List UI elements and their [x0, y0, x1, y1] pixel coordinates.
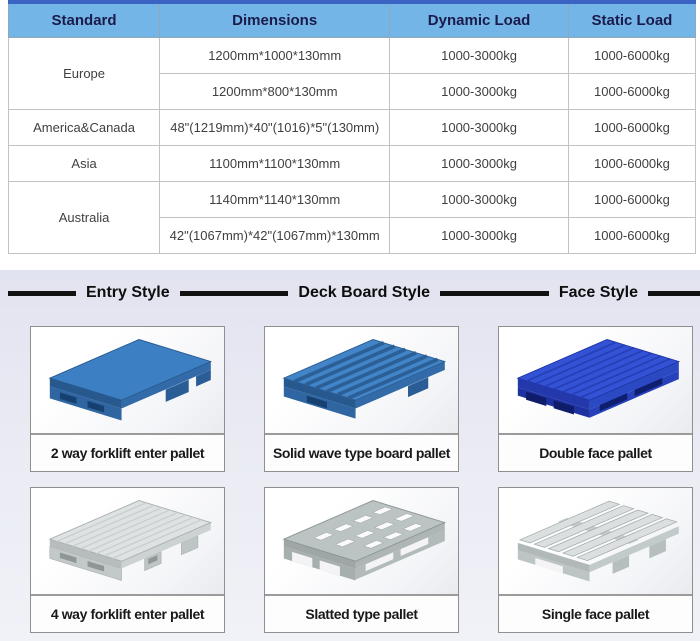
- pallet-single-face-metal-icon: [504, 495, 688, 587]
- cell-static-load: 1000-6000kg: [568, 146, 695, 182]
- col-header-static-load: Static Load: [568, 2, 695, 38]
- cell-dimensions: 42"(1067mm)*42"(1067mm)*130mm: [160, 218, 390, 254]
- col-header-standard: Standard: [9, 2, 160, 38]
- col-header-dynamic-load: Dynamic Load: [390, 2, 569, 38]
- divider-bar: [440, 291, 549, 296]
- cell-dynamic-load: 1000-3000kg: [390, 38, 569, 74]
- section-label-deck-board-style: Deck Board Style: [298, 284, 431, 301]
- cell-static-load: 1000-6000kg: [568, 182, 695, 218]
- pallet-slatted-metal-icon: [270, 495, 454, 587]
- table-row: [9, 110, 696, 146]
- cell-dynamic-load: 1000-3000kg: [390, 146, 569, 182]
- pallet-photo: [265, 327, 458, 435]
- gallery-cell-2way: [30, 326, 225, 472]
- pallet-double-face-blue-icon: [504, 334, 688, 426]
- section-label-face-style: Face Style: [558, 284, 639, 301]
- pallet-photo: [265, 488, 458, 596]
- cell-standard-asia: Asia: [9, 146, 160, 182]
- pallet-photo: [31, 488, 224, 596]
- cell-static-load: 1000-6000kg: [568, 38, 695, 74]
- gallery-cell-slatted: [264, 487, 459, 633]
- pallet-caption: Single face pallet: [499, 596, 692, 632]
- cell-dynamic-load: 1000-3000kg: [390, 182, 569, 218]
- pallet-caption: 4 way forklift enter pallet: [31, 596, 224, 632]
- pallet-caption: Slatted type pallet: [265, 596, 458, 632]
- pallet-2way-blue-icon: [36, 334, 220, 426]
- gallery-cell-4way: [30, 487, 225, 633]
- pallet-photo: [499, 488, 692, 596]
- table-row: [9, 38, 696, 74]
- divider-bar: [8, 291, 76, 296]
- table-row: [9, 146, 696, 182]
- gallery-cell-single-face: [498, 487, 693, 633]
- pallet-gallery: [0, 326, 700, 633]
- pallet-4way-metal-icon: [36, 495, 220, 587]
- pallet-caption: Solid wave type board pallet: [265, 435, 458, 471]
- cell-dimensions: 1200mm*1000*130mm: [160, 38, 390, 74]
- gallery-cell-wave-board: [264, 326, 459, 472]
- pallet-caption: Double face pallet: [499, 435, 692, 471]
- cell-dynamic-load: 1000-3000kg: [390, 74, 569, 110]
- cell-standard-europe: Europe: [9, 38, 160, 110]
- spec-table: [8, 0, 696, 254]
- cell-dynamic-load: 1000-3000kg: [390, 218, 569, 254]
- gallery-cell-double-face: [498, 326, 693, 472]
- cell-dimensions: 1140mm*1140*130mm: [160, 182, 390, 218]
- cell-static-load: 1000-6000kg: [568, 74, 695, 110]
- divider-bar: [180, 291, 289, 296]
- table-header-row: [9, 2, 696, 38]
- cell-standard-america-canada: America&Canada: [9, 110, 160, 146]
- cell-dimensions: 1100mm*1100*130mm: [160, 146, 390, 182]
- pallet-photo: [499, 327, 692, 435]
- cell-static-load: 1000-6000kg: [568, 110, 695, 146]
- pallet-photo: [31, 327, 224, 435]
- styles-header: [0, 284, 700, 302]
- cell-dimensions: 48"(1219mm)*40"(1016)*5"(130mm): [160, 110, 390, 146]
- table-row: [9, 182, 696, 218]
- section-label-entry-style: Entry Style: [86, 284, 170, 301]
- cell-static-load: 1000-6000kg: [568, 218, 695, 254]
- cell-dimensions: 1200mm*800*130mm: [160, 74, 390, 110]
- pallet-caption: 2 way forklift enter pallet: [31, 435, 224, 471]
- pallet-wave-board-blue-icon: [270, 334, 454, 426]
- spec-table-section: [0, 0, 700, 254]
- cell-dynamic-load: 1000-3000kg: [390, 110, 569, 146]
- divider-bar: [648, 291, 700, 296]
- styles-panel: [0, 270, 700, 641]
- col-header-dimensions: Dimensions: [160, 2, 390, 38]
- cell-standard-australia: Australia: [9, 182, 160, 254]
